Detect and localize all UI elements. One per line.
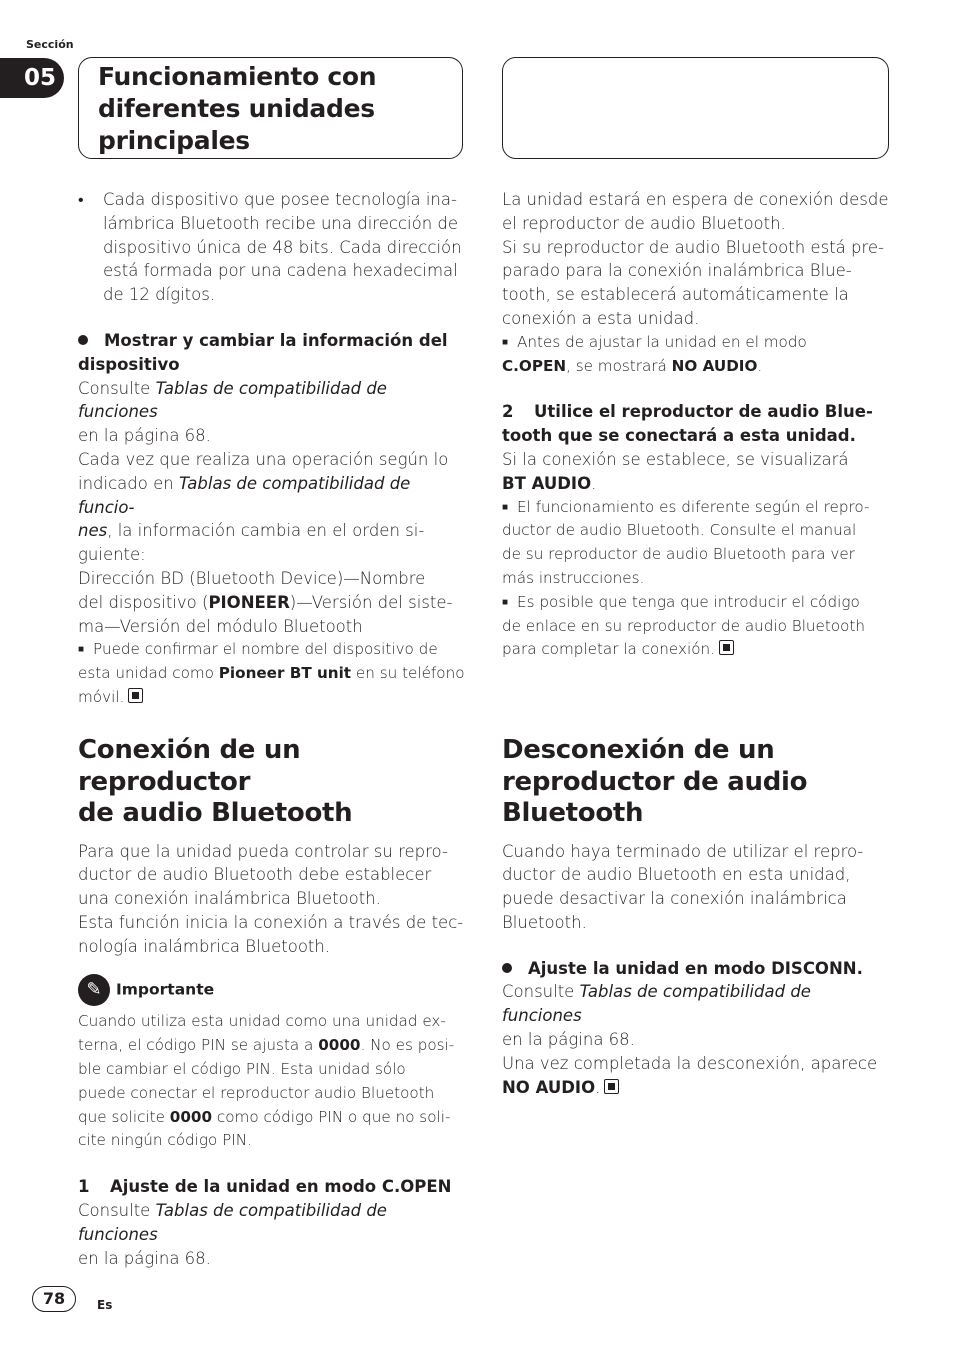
note-square-icon: ■ bbox=[78, 644, 85, 656]
note-line: ■ Puede confirmar el nombre del dispositivo de bbox=[78, 640, 438, 659]
chapter-title-line: diferentes unidades bbox=[98, 94, 375, 123]
note-line: C.OPEN, se mostrará NO AUDIO. bbox=[502, 356, 763, 375]
text-line: ductor de audio Bluetooth debe establecer bbox=[78, 865, 432, 885]
text-line: de 12 dígitos. bbox=[103, 285, 216, 305]
text-line: Cada vez que realiza una operación según lo bbox=[78, 449, 449, 469]
end-mark-icon bbox=[128, 688, 143, 703]
text-line: NO AUDIO. bbox=[502, 1076, 894, 1100]
page-number: 78 bbox=[32, 1286, 76, 1312]
page-reference: en la página 68. bbox=[78, 1248, 211, 1268]
text-line: Si su reproductor de audio Bluetooth está pre- bbox=[502, 237, 884, 257]
note-line: ductor de audio Bluetooth. Consulte el manual bbox=[502, 521, 857, 540]
subheading-line: dispositivo bbox=[78, 354, 180, 374]
note-line: ■ Antes de ajustar la unidad en el modo bbox=[502, 332, 807, 351]
bullet-dot-icon bbox=[502, 963, 512, 973]
text-line: Si la conexión se establece, se visualizará bbox=[502, 449, 849, 469]
note-line: ■ Es posible que tenga que introducir el código bbox=[502, 592, 860, 611]
note-line: de su reproductor de audio Bluetooth para ver bbox=[502, 545, 855, 564]
reference-title: Tablas de compatibilidad de funciones bbox=[78, 1201, 387, 1244]
text-line: está formada por una cadena hexadecimal bbox=[103, 261, 458, 281]
text-line: nología inalámbrica Bluetooth. bbox=[78, 936, 331, 956]
text-line: tooth, se establecerá automáticamente la bbox=[502, 285, 849, 305]
note-line: cite ningún código PIN. bbox=[78, 1131, 252, 1150]
page-reference: en la página 68. bbox=[78, 426, 211, 446]
note-line: esta unidad como Pioneer BT unit en su teléfono bbox=[78, 664, 465, 683]
text-line: dispositivo única de 48 bits. Cada dirección bbox=[103, 237, 462, 257]
empty-title-box bbox=[502, 57, 889, 159]
disconnect-section bbox=[502, 735, 894, 1099]
connect-section bbox=[78, 735, 470, 1270]
language-code: Es bbox=[97, 1298, 113, 1312]
disconnect-heading: Desconexión de un reproductor de audio Bluetooth bbox=[502, 735, 808, 828]
note-line: ble cambiar el código PIN. Esta unidad sólo bbox=[78, 1060, 406, 1079]
step-2-heading-line: tooth que se conectará a esta unidad. bbox=[502, 426, 856, 446]
step-2-heading: 2 Utilice el reproductor de audio Blue- bbox=[502, 402, 873, 422]
consult-line: Consulte Tablas de compatibilidad de funciones bbox=[78, 1201, 387, 1244]
subheading-show-info: Mostrar y cambiar la información del bbox=[78, 329, 470, 353]
page-reference: en la página 68. bbox=[502, 1030, 635, 1050]
subheading-disconn: Ajuste la unidad en modo DISCONN. bbox=[502, 957, 894, 981]
text-line: Dirección BD (Bluetooth Device)—Nombre bbox=[78, 568, 426, 588]
text-line: Cada dispositivo que posee tecnología ina- bbox=[103, 190, 457, 209]
end-mark-icon bbox=[719, 640, 734, 655]
reference-title: Tablas de compatibilidad de funciones bbox=[502, 982, 811, 1026]
end-mark-icon bbox=[604, 1079, 619, 1094]
text-line: La unidad estará en espera de conexión desde bbox=[502, 190, 889, 209]
text-line: guiente: bbox=[78, 545, 146, 565]
text-line: Bluetooth. bbox=[502, 912, 587, 932]
bullet-mark: • bbox=[78, 190, 84, 209]
text-line: nes, la información cambia en el orden si- bbox=[78, 521, 425, 541]
note-line: que solicite 0000 como código PIN o que no soli- bbox=[78, 1107, 451, 1126]
consult-line: Consulte Tablas de compatibilidad de funciones bbox=[78, 378, 387, 422]
text-line: indicado en Tablas de compatibilidad de funcio- bbox=[78, 473, 411, 517]
connect-heading: Conexión de un reproductor de audio Bluetooth bbox=[78, 735, 353, 828]
note-line: puede conectar el reproductor audio Bluetooth bbox=[78, 1083, 435, 1102]
bullet-item bbox=[78, 188, 470, 307]
note-line: ■ El funcionamiento es diferente según el repro- bbox=[502, 497, 870, 516]
text-line: ductor de audio Bluetooth en esta unidad, bbox=[502, 865, 851, 885]
note-square-icon: ■ bbox=[502, 336, 509, 348]
important-icon: ✎ bbox=[78, 974, 110, 1006]
text-line: una conexión inalámbrica Bluetooth. bbox=[78, 889, 381, 909]
text-line: puede desactivar la conexión inalámbrica bbox=[502, 889, 847, 909]
note-square-icon: ■ bbox=[502, 501, 509, 513]
note-line: más instrucciones. bbox=[502, 568, 645, 587]
text-line: Para que la unidad pueda controlar su repro- bbox=[78, 841, 448, 861]
bullet-dot-icon bbox=[78, 335, 88, 345]
note-line: terna, el código PIN se ajusta a 0000. No es posi- bbox=[78, 1036, 455, 1055]
chapter-title-line: principales bbox=[98, 126, 250, 155]
important-heading: ✎ Importante bbox=[78, 974, 470, 1006]
text-line: el reproductor de audio Bluetooth. bbox=[502, 213, 786, 233]
section-number-tab: 05 bbox=[0, 58, 64, 98]
text-line: del dispositivo (PIONEER)—Versión del siste- bbox=[78, 592, 453, 612]
text-line: ma—Versión del módulo Bluetooth bbox=[78, 616, 363, 636]
note-line: Cuando utiliza esta unidad como una unidad ex- bbox=[78, 1012, 446, 1031]
note-square-icon: ■ bbox=[502, 596, 509, 608]
chapter-title-line: Funcionamiento con bbox=[98, 62, 377, 91]
right-column-top bbox=[502, 188, 894, 662]
consult-line: Consulte Tablas de compatibilidad de funciones bbox=[502, 982, 811, 1026]
note-line: para completar la conexión. bbox=[502, 638, 894, 662]
text-line: conexión a esta unidad. bbox=[502, 308, 700, 328]
step-1-heading: 1 Ajuste de la unidad en modo C.OPEN bbox=[78, 1177, 452, 1197]
note-line: de enlace en su reproductor de audio Bluetooth bbox=[502, 616, 866, 635]
reference-title: Tablas de compatibilidad de funciones bbox=[78, 378, 387, 422]
left-column-top bbox=[78, 188, 470, 710]
chapter-title bbox=[79, 58, 462, 157]
text-line: Cuando haya terminado de utilizar el repro- bbox=[502, 841, 864, 861]
note-line: móvil. bbox=[78, 686, 470, 710]
text-line: Una vez completada la desconexión, aparece bbox=[502, 1053, 878, 1073]
section-label: Sección bbox=[26, 38, 74, 51]
text-line: lámbrica Bluetooth recibe una dirección de bbox=[103, 213, 459, 233]
chapter-title-box bbox=[78, 57, 463, 159]
text-line: Esta función inicia la conexión a través de tec- bbox=[78, 912, 464, 932]
text-line: BT AUDIO. bbox=[502, 473, 597, 493]
text-line: parado para la conexión inalámbrica Blue- bbox=[502, 261, 852, 281]
